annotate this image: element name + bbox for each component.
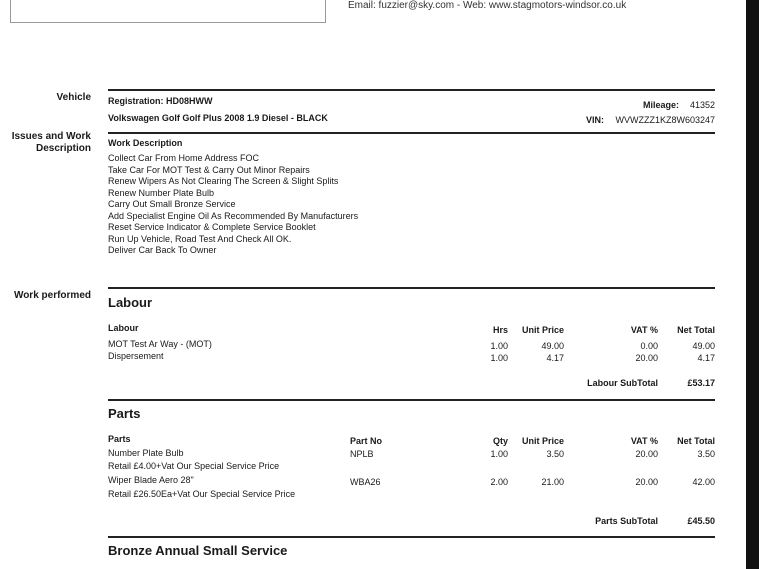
labour-vat: 0.00 xyxy=(640,341,658,351)
divider xyxy=(108,89,715,91)
work-item: Reset Service Indicator & Complete Service Booklet xyxy=(108,222,316,232)
col-labour: Labour xyxy=(108,323,139,333)
vehicle-label: Vehicle xyxy=(56,92,91,103)
issues-label-1: Issues and Work xyxy=(11,131,91,142)
part-qty: 1.00 xyxy=(490,449,508,459)
part-name: Wiper Blade Aero 28" xyxy=(108,475,194,485)
col-parts: Parts xyxy=(108,434,131,444)
part-name: Number Plate Bulb xyxy=(108,448,184,458)
issues-label-2: Description xyxy=(35,143,91,154)
labour-hrs: 1.00 xyxy=(490,341,508,351)
col-net-total: Net Total xyxy=(677,436,715,446)
contact-line: Email: fuzzier@sky.com - Web: www.stagmotors-windsor.co.uk xyxy=(348,0,627,11)
labour-desc: Dispersement xyxy=(108,351,164,361)
labour-net: 4.17 xyxy=(697,353,715,363)
work-item: Take Car For MOT Test & Carry Out Minor Repairs xyxy=(108,164,310,175)
part-unit: 21.00 xyxy=(541,477,564,487)
divider xyxy=(108,287,715,289)
parts-heading: Parts xyxy=(108,406,141,421)
labour-unit: 4.17 xyxy=(546,353,564,363)
parts-subtotal-label: Parts SubTotal xyxy=(595,516,658,526)
part-qty: 2.00 xyxy=(490,477,508,487)
col-net-total: Net Total xyxy=(677,325,715,335)
address-box xyxy=(10,0,326,23)
vin-value: WVWZZZ1KZ8W603247 xyxy=(615,115,715,125)
part-no: NPLB xyxy=(350,449,374,459)
vehicle-description: Volkswagen Golf Golf Plus 2008 1.9 Diesel - BLACK xyxy=(108,113,328,123)
col-qty: Qty xyxy=(492,436,508,446)
part-note: Retail £26.50Ea+Vat Our Special Service Price xyxy=(108,489,296,499)
mileage-label: Mileage: xyxy=(642,100,679,110)
work-item: Deliver Car Back To Owner xyxy=(108,245,217,255)
part-note: Retail £4.00+Vat Our Special Service Price xyxy=(108,461,280,471)
col-part-no: Part No xyxy=(350,436,383,446)
work-item: Add Specialist Engine Oil As Recommended By Manufacturers xyxy=(108,210,359,221)
work-item: Renew Number Plate Bulb xyxy=(108,187,215,198)
work-item: Renew Wipers As Not Clearing The Screen & Slight Splits xyxy=(108,176,339,186)
work-item: Collect Car From Home Address FOC xyxy=(108,153,260,163)
divider xyxy=(108,132,715,134)
part-vat: 20.00 xyxy=(635,477,658,487)
col-unit-price: Unit Price xyxy=(521,325,564,335)
vin-label: VIN: xyxy=(586,115,604,125)
labour-subtotal-label: Labour SubTotal xyxy=(587,378,658,388)
part-no: WBA26 xyxy=(350,477,381,487)
col-vat: VAT % xyxy=(630,325,658,335)
mileage-value: 41352 xyxy=(689,100,715,110)
labour-net: 49.00 xyxy=(692,341,715,351)
work-performed-label: Work performed xyxy=(13,290,91,301)
col-vat: VAT % xyxy=(630,436,658,446)
labour-unit: 49.00 xyxy=(541,341,564,351)
labour-hrs: 1.00 xyxy=(490,353,508,363)
work-item: Carry Out Small Bronze Service xyxy=(108,199,236,209)
part-net: 3.50 xyxy=(697,449,715,459)
divider xyxy=(108,536,715,538)
labour-subtotal: £53.17 xyxy=(687,378,715,388)
labour-vat: 20.00 xyxy=(635,353,658,363)
divider xyxy=(108,399,715,401)
col-hrs: Hrs xyxy=(492,325,508,335)
work-description-title: Work Description xyxy=(108,138,183,148)
part-net: 42.00 xyxy=(692,477,715,487)
part-vat: 20.00 xyxy=(635,449,658,459)
work-items xyxy=(108,153,358,257)
col-unit-price: Unit Price xyxy=(521,436,564,446)
labour-desc: MOT Test Ar Way - (MOT) xyxy=(108,339,212,349)
scan-edge xyxy=(746,0,759,569)
part-unit: 3.50 xyxy=(546,449,564,459)
service-heading: Bronze Annual Small Service xyxy=(108,543,288,558)
work-item: Run Up Vehicle, Road Test And Check All OK. xyxy=(108,233,292,244)
parts-subtotal: £45.50 xyxy=(687,516,715,526)
labour-heading: Labour xyxy=(108,295,153,310)
registration: Registration: HD08HWW xyxy=(108,96,213,106)
